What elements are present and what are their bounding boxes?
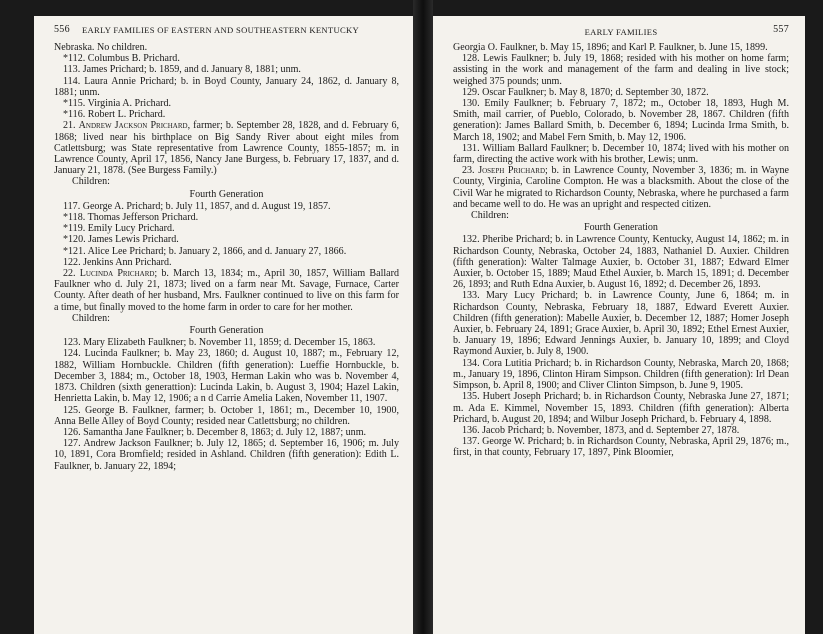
paragraph: *120. James Lewis Prichard. <box>63 234 179 246</box>
generation-heading: Fourth Generation <box>189 325 264 337</box>
paragraph: 124. Lucinda Faulkner; b. May 23, 1860; d. August 10, 1887; m., February 12, 1882, William Hornbuckle. Children (fifth generation): Lueffie Hornbuckle, b. December 3, 1884; m., October 18, 1903, Herman Lakin who was b. November 4, 1873. Children (sixth generattion): Lucinda Lakin, b. August 3, 1904; Hazel Lakin, Henrietta Lakin, b. May 12, 1906; a n d Carrie Amelia Laken, November 11, 1907. <box>54 348 399 405</box>
children-label: Children: <box>72 312 110 324</box>
page-number: 557 <box>773 24 789 35</box>
entry-number: 22. <box>63 268 80 280</box>
paragraph: *121. Alice Lee Prichard; b. January 2, 1866, and d. January 27, 1866. <box>63 245 347 257</box>
running-head-title: EARLY FAMILIES <box>584 27 658 37</box>
entry-text: , farmer; b. September 28, 1828, and d. February 6, 1868; lived near his birthplace on Big Sandy River about eight miles from Catlettsburg; was State representative from Lawrence County, 1855-1857; m. in Lawrence County, April 17, 1856, Nancy Jane Burgess, b. February 17, 1837, and d. January 21, 1878. (See Burgess Family.) <box>54 120 399 177</box>
entry-number: 23. <box>462 165 479 177</box>
running-head <box>54 24 399 40</box>
paragraph: Nebraska. No children. <box>54 42 148 53</box>
running-head-title: EARLY FAMILIES OF EASTERN AND SOUTHEASTERN KENTUCKY <box>82 25 360 35</box>
paragraph: 137. George W. Prichard; b. in Richardson County, Nebraska, April 29, 1876; m., first, in that county, February 17, 1897, Pink Bloomier, <box>453 436 789 459</box>
person-name: Joseph Prichard <box>478 165 546 177</box>
paragraph: *116. Robert L. Prichard. <box>63 109 166 121</box>
person-name: Andrew Jackson Prichard <box>78 120 188 132</box>
book-spine <box>413 0 433 634</box>
paragraph <box>54 120 399 176</box>
paragraph: 113. James Prichard; b. 1859, and d. January 8, 1881; unm. <box>63 64 301 76</box>
paragraph: Georgia O. Faulkner, b. May 15, 1896; and Karl P. Faulkner, b. June 15, 1899. <box>453 42 768 53</box>
generation-heading: Fourth Generation <box>189 188 264 200</box>
paragraph: 129. Oscar Faulkner; b. May 8, 1870; d. September 30, 1872. <box>462 86 709 98</box>
paragraph: 117. George A. Prichard; b. July 11, 1857, and d. August 19, 1857. <box>63 200 331 212</box>
paragraph: *119. Emily Lucy Prichard. <box>63 223 175 235</box>
entry-text: ; b. in Lawrence County, November 3, 1836; m. in Wayne County, Virginia, Caroline Compton. He was a blacksmith. About the close of the Civil War he migrated to Richardson County, Nebraska, where he purchased a farm and became well to do. He was an upright and respected citizen. <box>453 165 789 210</box>
entry-text: ; b. March 13, 1834; m., April 30, 1857, William Ballard Faulkner who d. July 21, 1873; lived on a farm near Mt. Savage, Furnace, Carter County. After death of her husband, Mrs. Faulkner continued to live on this farm for a time, but finally moved to the home farm in order to care for her mother. <box>54 268 399 313</box>
paragraph: 136. Jacob Prichard; b. November, 1873, and d. September 27, 1878. <box>462 424 740 436</box>
generation-heading: Fourth Generation <box>584 222 658 234</box>
paragraph: *118. Thomas Jefferson Prichard. <box>63 212 199 224</box>
person-name: Lucinda Prichard <box>79 268 155 280</box>
entry-number: 21. <box>63 120 79 132</box>
children-label: Children: <box>72 176 110 188</box>
paragraph: 123. Mary Elizabeth Faulkner; b. November 11, 1859; d. December 15, 1863. <box>63 337 376 349</box>
paragraph <box>54 268 399 313</box>
paragraph: 125. George B. Faulkner, farmer; b. October 1, 1861; m., December 10, 1900, Anna Belle Alley of Boyd County; resided near Catlettsburg; no children. <box>54 404 399 427</box>
paragraph: 132. Pheribe Prichard; b. in Lawrence County, Kentucky, August 14, 1862; m. in Richardson County, Nebraska, October 24, 1883, Nathaniel D. Auxier. Children (fifth generation): Walter Talmage Auxier, b. October 31, 1887; Edward Elmer Auxier, b. October 15, 1889; Maud Ethel Auxier, b. March 15, 1891; d. December 26, 1893; and Ruth Edna Auxier, b. August 16, 1892; d. December 26, 1893. <box>453 234 789 291</box>
paragraph: 135. Hubert Joseph Prichard; b. in Richardson County, Nebraska June 27, 1871; m. Ada E. Kimmel, November 15, 1893. Children (fifth generation): Alberta Prichard, b. August 20, 1894; and Wilbur Joseph Prichard, b. February 4, 1898. <box>453 391 789 425</box>
paragraph: 126. Samantha Jane Faulkner; b. December 8, 1863; d. July 12, 1887; unm. <box>63 426 367 438</box>
left-page <box>34 16 413 634</box>
paragraph <box>453 165 789 210</box>
page-text <box>453 42 789 459</box>
paragraph: *112. Columbus B. Prichard. <box>63 53 180 65</box>
paragraph: *115. Virginia A. Prichard. <box>63 98 172 110</box>
right-page <box>433 16 805 634</box>
paragraph: 133. Mary Lucy Prichard; b. in Lawrence County, June 6, 1864; m. in Richardson County, Nebraska, February 18, 1887, Edward Everett Auxier. Children (fifth generation): Mabelle Auxier, b. December 12, 1887; Homer Joseph Auxier, b. February 24, 1891; Grace Auxier, b. April 30, 1892; Ethel Ernest Auxier, b. January 19, 1896; Edward Jennings Auxier, b. January 10, 1899; and Cloyd Raymond Auxier, b. July 8, 1900. <box>453 290 789 358</box>
page-number: 556 <box>54 24 70 35</box>
paragraph: 128. Lewis Faulkner; b. July 19, 1868; resided with his mother on home farm; assisting in the work and management of the farm and dealing in live stock; weighed 375 pounds; unm. <box>453 53 789 87</box>
paragraph: 130. Emily Faulkner; b. February 7, 1872; m., October 18, 1893, Hugh M. Smith, mail carrier, of Pueblo, Colorado, b. November 28, 1867. Children (fifth generation): James Ballard Smith, b. December 6, 1894; Lucinda Irma Smith, b. March 18, 1902; and Mabel Fern Smith, b. May 12, 1906. <box>453 98 789 143</box>
paragraph: 134. Cora Lutitia Prichard; b. in Richardson County, Nebraska, March 20, 1868; m., January 19, 1896, Clinton Hiram Simpson. Children (fifth generation): Irl Dean Simpson, b. April 8, 1900; and Cliver Clinton Simpson, b. June 9, 1905. <box>453 357 789 392</box>
paragraph: 122. Jenkins Ann Prichard. <box>63 256 172 268</box>
paragraph: 131. William Ballard Faulkner; b. December 10, 1874; lived with his mother on farm, directing the active work with his brother, Lewis; unm. <box>453 142 789 166</box>
paragraph: 127. Andrew Jackson Faulkner; b. July 12, 1865; d. September 16, 1906; m. July 10, 1891, Cora Bromfield; resided in Ashland. Children (fifth generation): Edith L. Faulkner, b. January 22, 1894; <box>54 438 399 472</box>
running-head <box>453 24 789 40</box>
page-text <box>54 42 399 472</box>
children-label: Children: <box>471 210 509 222</box>
paragraph: 114. Laura Annie Prichard; b. in Boyd County, January 24, 1862, d. January 8, 1881; unm. <box>54 75 399 98</box>
